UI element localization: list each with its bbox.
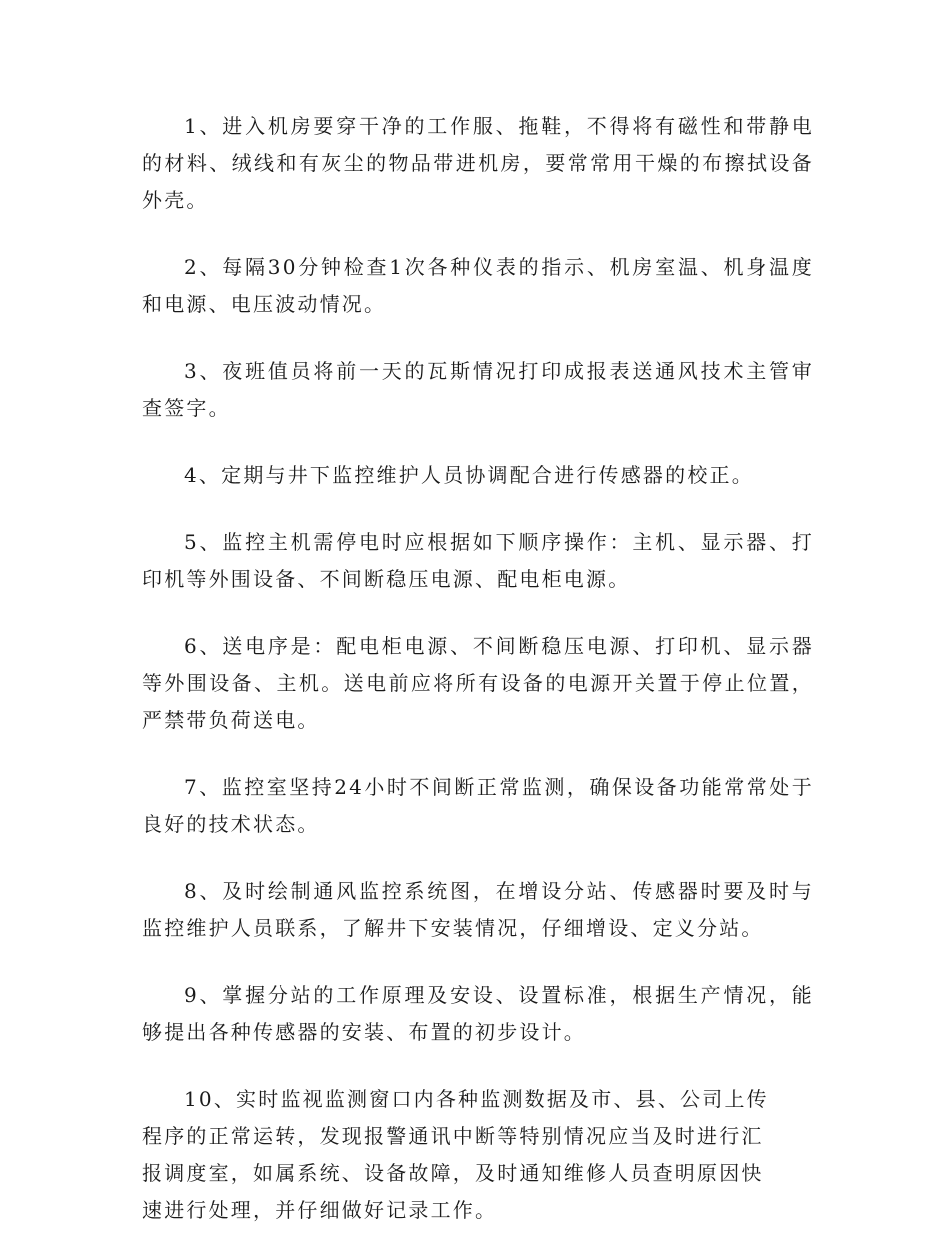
paragraph-1: 1、进入机房要穿干净的工作服、拖鞋，不得将有磁性和带静电的材料、绒线和有灰尘的物品带进机房，要常常用干燥的布擦拭设备外壳。: [142, 114, 814, 212]
paragraph-5: 5、监控主机需停电时应根据如下顺序操作：主机、显示器、打印机等外围设备、不间断稳压电源、配电柜电源。: [142, 530, 814, 591]
document-body: [142, 108, 814, 1259]
paragraph-10: 10、实时监视监测窗口内各种监测数据及市、县、公司上传程序的正常运转，发现报警通讯中断等特别情况应当及时进行汇报调度室，如属系统、设备故障，及时通知维修人员查明原因快速进行处理，并仔细做好记录工作。: [142, 1087, 769, 1222]
paragraph-3: 3、夜班值员将前一天的瓦斯情况打印成报表送通风技术主管审查签字。: [142, 359, 814, 420]
paragraph-7: 7、监控室坚持24小时不间断正常监测，确保设备功能常常处于良好的技术状态。: [142, 775, 814, 836]
paragraph-2: 2、每隔30分钟检查1次各种仪表的指示、机房室温、机身温度和电源、电压波动情况。: [142, 255, 814, 316]
paragraph-4: 4、定期与井下监控维护人员协调配合进行传感器的校正。: [184, 463, 754, 487]
paragraph-6: 6、送电序是：配电柜电源、不间断稳压电源、打印机、显示器等外围设备、主机。送电前应将所有设备的电源开关置于停止位置，严禁带负荷送电。: [142, 634, 814, 732]
paragraph-8: 8、及时绘制通风监控系统图，在增设分站、传感器时要及时与监控维护人员联系，了解井下安装情况，仔细增设、定义分站。: [142, 879, 814, 940]
paragraph-9: 9、掌握分站的工作原理及安设、设置标准，根据生产情况，能够提出各种传感器的安装、布置的初步设计。: [142, 983, 814, 1044]
